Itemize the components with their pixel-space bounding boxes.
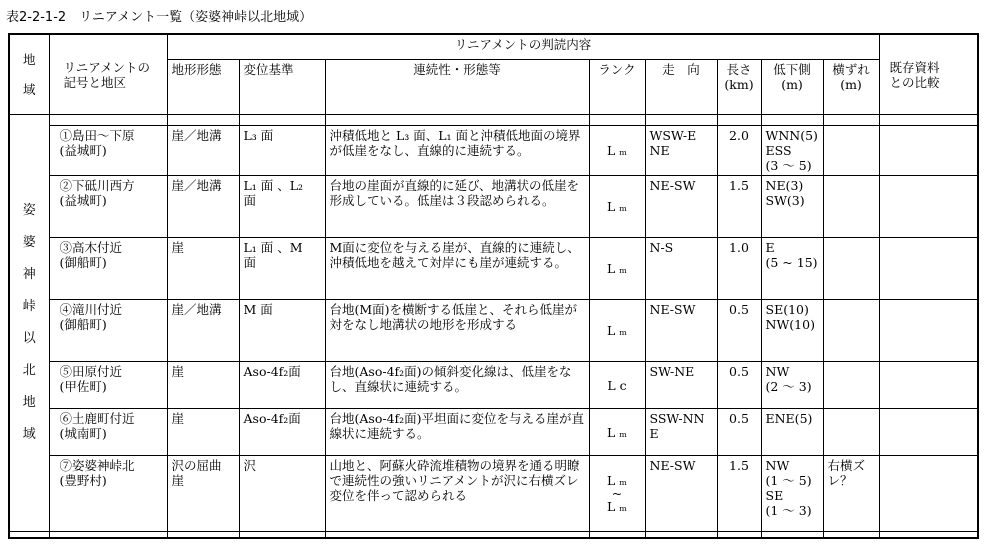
row-strike: NE-SW (645, 300, 717, 362)
row-compare (879, 126, 978, 176)
table-row (9, 126, 978, 176)
table-bottom-padding (9, 532, 978, 538)
row-strike: NE-SW (645, 176, 717, 238)
row-lateral (823, 300, 879, 362)
header-strike: 走 向 (645, 60, 717, 115)
row-lateral: 右横ズ レ？ (823, 456, 879, 532)
row-terrain: 崖 (167, 238, 239, 300)
row-strike: N-S (645, 238, 717, 300)
row-down: NE(3) SW(3) (761, 176, 823, 238)
header-length: 長さ (km) (717, 60, 761, 115)
row-basis: Aso-4f₂面 (239, 409, 325, 456)
table-row (9, 456, 978, 532)
row-length: 1.5 (717, 176, 761, 238)
header-row-1 (9, 34, 978, 60)
row-rank: L ₘ (589, 238, 645, 300)
row-down: NW (2 ～ 3) (761, 362, 823, 409)
table-row (9, 300, 978, 362)
row-id: ⑦姿婆神峠北 (豊野村) (49, 456, 167, 532)
row-terrain: 崖 (167, 362, 239, 409)
row-continuity: 沖積低地と L₃ 面、L₁ 面と沖積低地面の境界が低崖をなし、直線的に連続する。 (325, 126, 589, 176)
row-strike: NE-SW (645, 456, 717, 532)
table-caption: 表2-2-1-2 リニアメント一覧（姿婆神峠以北地域） (6, 10, 313, 25)
row-length: 1.0 (717, 238, 761, 300)
row-lateral (823, 126, 879, 176)
row-lateral (823, 409, 879, 456)
row-basis: L₃ 面 (239, 126, 325, 176)
row-compare (879, 409, 978, 456)
row-id: ②下砥川西方 (益城町) (49, 176, 167, 238)
row-terrain: 崖／地溝 (167, 300, 239, 362)
table-row (9, 238, 978, 300)
header-down: 低下側 (m) (761, 60, 823, 115)
row-compare (879, 238, 978, 300)
lineament-table (8, 33, 979, 539)
row-basis: 沢 (239, 456, 325, 532)
header-terrain: 地形形態 (167, 60, 239, 115)
row-continuity: 山地と、阿蘇火砕流堆積物の境界を通る明瞭で連続性の強いリニアメントが沢に右横ズレ変位を伴って認められる (325, 456, 589, 532)
row-down: WNN(5) ESS (3 ～ 5) (761, 126, 823, 176)
row-id: ③高木付近 (御船町) (49, 238, 167, 300)
row-id: ⑤田原付近 (甲佐町) (49, 362, 167, 409)
header-id: リニアメントの 記号と地区 (49, 34, 167, 115)
row-compare (879, 456, 978, 532)
row-continuity: 台地(M面)を横断する低崖と、それら低崖が対をなし地溝状の地形を形成する (325, 300, 589, 362)
header-area: 地 域 (9, 34, 49, 115)
row-continuity: 台地(Aso-4f₂面)平坦面に変位を与える崖が直線状に連続する。 (325, 409, 589, 456)
header-continuity: 連続性・形態等 (325, 60, 589, 115)
row-basis: L₁ 面 、L₂ 面 (239, 176, 325, 238)
header-group: リニアメントの判読内容 (167, 34, 879, 60)
row-basis: Aso-4f₂面 (239, 362, 325, 409)
row-down: NW (1 ～ 5) SE (1 ～ 3) (761, 456, 823, 532)
row-down: SE(10) NW(10) (761, 300, 823, 362)
row-terrain: 沢の屈曲 崖 (167, 456, 239, 532)
row-id: ⑥土鹿町付近 (城南町) (49, 409, 167, 456)
row-strike: WSW-E NE (645, 126, 717, 176)
table-row (9, 409, 978, 456)
row-id: ①島田～下原 (益城町) (49, 126, 167, 176)
row-length: 0.5 (717, 362, 761, 409)
row-lateral (823, 362, 879, 409)
row-lateral (823, 238, 879, 300)
row-compare (879, 176, 978, 238)
row-lateral (823, 176, 879, 238)
header-compare: 既存資料 との比較 (879, 34, 978, 115)
row-compare (879, 300, 978, 362)
row-length: 0.5 (717, 409, 761, 456)
row-continuity: 台地(Aso-4f₂面)の傾斜変化線は、低崖をなし、直線状に連続する。 (325, 362, 589, 409)
row-terrain: 崖／地溝 (167, 126, 239, 176)
header-rank: ランク (589, 60, 645, 115)
row-basis: L₁ 面 、M 面 (239, 238, 325, 300)
table-row (9, 176, 978, 238)
row-rank: L ₘ ~ L ₘ (589, 456, 645, 532)
header-lateral: 横ずれ (m) (823, 60, 879, 115)
row-down: E (5 ~ 15) (761, 238, 823, 300)
header-basis: 変位基準 (239, 60, 325, 115)
row-rank: L ₘ (589, 409, 645, 456)
row-rank: L c (589, 362, 645, 409)
row-down: ENE(5) (761, 409, 823, 456)
table-row (9, 362, 978, 409)
row-id: ④滝川付近 (御船町) (49, 300, 167, 362)
row-continuity: M面に変位を与える崖が、直線的に連続し、沖積低地を越えて対岸にも崖が連続する。 (325, 238, 589, 300)
gap-row (9, 115, 978, 126)
row-basis: M 面 (239, 300, 325, 362)
row-length: 0.5 (717, 300, 761, 362)
row-strike: SW-NE (645, 362, 717, 409)
row-continuity: 台地の崖面が直線的に延び、地溝状の低崖を形成している。低崖は３段認められる。 (325, 176, 589, 238)
row-length: 2.0 (717, 126, 761, 176)
row-compare (879, 362, 978, 409)
row-rank: L ₘ (589, 300, 645, 362)
row-strike: SSW-NN E (645, 409, 717, 456)
row-rank: L ₘ (589, 126, 645, 176)
row-rank: L ₘ (589, 176, 645, 238)
row-length: 1.5 (717, 456, 761, 532)
area-name: 姿 婆 神 峠 以 北 地 域 (9, 115, 49, 532)
row-terrain: 崖／地溝 (167, 176, 239, 238)
row-terrain: 崖 (167, 409, 239, 456)
